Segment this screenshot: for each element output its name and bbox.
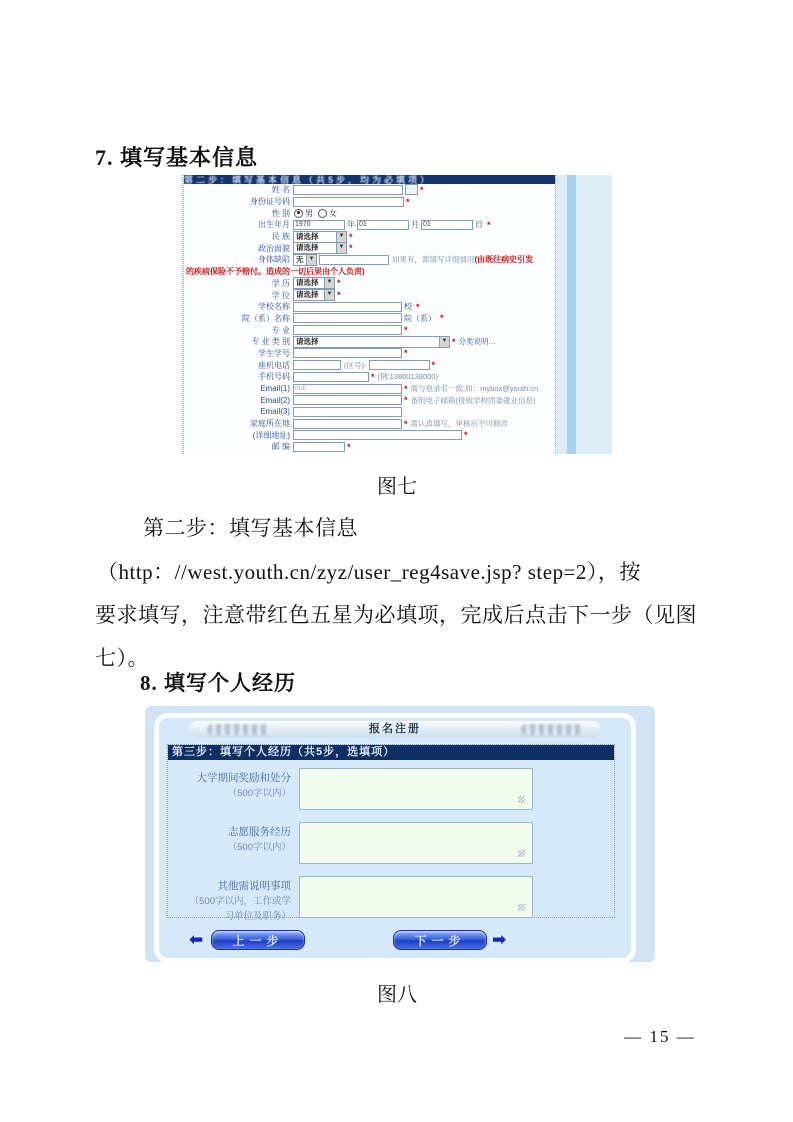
resize-handle-icon[interactable]: [518, 850, 525, 857]
name-label: 姓 名: [271, 185, 290, 195]
form-row: [184, 441, 555, 453]
required-star: *: [371, 371, 375, 382]
email1-hint: 需与登录名一致,如：mybox@youth.cn: [410, 384, 539, 394]
email3-label: Email(3): [260, 407, 290, 417]
required-star: *: [440, 313, 444, 324]
page-number: — 15 —: [624, 1027, 696, 1046]
defect-label: 身体缺陷: [258, 255, 290, 265]
dept-input[interactable]: [293, 313, 402, 323]
resize-handle-icon[interactable]: [518, 904, 525, 911]
day-unit: 日: [475, 220, 483, 230]
required-star: *: [349, 231, 353, 242]
gender-male-radio[interactable]: [294, 209, 303, 218]
degree-select-value: 请选择: [296, 290, 319, 300]
zip-input[interactable]: [293, 442, 345, 452]
major-cat-select[interactable]: [293, 336, 450, 348]
landline-area-input[interactable]: [293, 360, 341, 370]
registration-tab-title: 报名注册: [369, 723, 421, 735]
required-star: *: [347, 441, 351, 452]
form-row: [184, 371, 555, 383]
form-row: [184, 336, 555, 348]
email2-label: Email(2): [260, 395, 290, 405]
id-number-label: 身份证号码: [250, 197, 290, 207]
awards-label-line1: 大学期间奖励和处分: [196, 772, 291, 784]
home-label: 家庭所在地: [250, 419, 290, 429]
form-row: [184, 196, 555, 208]
name-input[interactable]: [293, 185, 403, 195]
email2-hint: 备用电子邮箱(接收学校团委就业信息): [410, 395, 536, 405]
school-label: 学校名称: [258, 302, 290, 312]
major-cat-select-value: 请选择: [296, 336, 319, 346]
other-label-line1: 其他需说明事项: [217, 880, 291, 892]
screenshot-experience-form: [145, 706, 655, 962]
chevron-down-icon[interactable]: ▼: [324, 290, 334, 300]
required-star: *: [404, 395, 408, 406]
form-row: [184, 359, 555, 371]
required-star: *: [404, 418, 408, 429]
year-unit: 年: [347, 220, 355, 230]
volunteer-label-line1: 志愿服务经历: [228, 826, 291, 838]
form-row: [184, 242, 555, 254]
chevron-down-icon[interactable]: ▼: [336, 243, 346, 253]
form-row: [184, 289, 555, 301]
other-textarea[interactable]: [299, 876, 533, 918]
political-label: 政治面貌: [258, 243, 290, 253]
degree-select[interactable]: [293, 289, 335, 301]
email3-input[interactable]: [293, 407, 402, 417]
addr-label: (详细地址): [252, 430, 290, 440]
form-step-header-text: 第二步：填写基本信息（共5步，均为必填项）: [184, 175, 433, 184]
volunteer-textarea[interactable]: [299, 822, 533, 864]
left-arrow-icon: ⬅: [189, 930, 204, 949]
gender-female-radio[interactable]: [318, 209, 327, 218]
form-row: [184, 219, 555, 231]
form-row: [184, 254, 555, 266]
birth-month-input[interactable]: [357, 220, 409, 230]
form-row: [184, 231, 555, 243]
defect-warning-part2: 的疾病保险不予赔付。造成的一切后果由个人负责): [186, 267, 365, 277]
step3-header-bar: 第三步：填写个人经历（共5步，选填项）: [168, 745, 614, 760]
landline-label: 座机电话: [258, 360, 290, 370]
decorative-stamp-icon: [207, 724, 269, 735]
landline-number-input[interactable]: [369, 360, 430, 370]
birth-day-input[interactable]: [421, 220, 473, 230]
prev-step-button[interactable]: 上一步: [211, 930, 305, 950]
required-star: *: [337, 290, 341, 301]
student-no-label: 学生学号: [258, 348, 290, 358]
major-input[interactable]: [293, 325, 402, 335]
defect-detail-input[interactable]: [319, 255, 389, 265]
ethnic-select[interactable]: [293, 231, 347, 243]
required-star: *: [404, 325, 408, 336]
political-select[interactable]: [293, 242, 347, 254]
decorative-stamp-icon: [521, 724, 583, 735]
scrollbar-thumb[interactable]: [567, 175, 576, 454]
screenshot-basic-info-form: [181, 175, 612, 454]
defect-select[interactable]: [293, 254, 317, 266]
right-arrow-icon: ➡: [492, 930, 507, 949]
chevron-down-icon[interactable]: ▼: [439, 337, 449, 347]
section-heading-8: 8. 填写个人经历: [140, 671, 296, 695]
required-star: *: [420, 184, 424, 195]
defect-select-value: 无: [296, 254, 304, 264]
form-row: [184, 313, 555, 325]
gender-male-option: 男: [305, 208, 313, 218]
chevron-down-icon[interactable]: ▼: [324, 278, 334, 288]
other-label: [131, 879, 291, 924]
landline-mid-text: (区号)-: [344, 360, 367, 370]
month-unit: 月: [411, 220, 419, 230]
form-row: [184, 278, 555, 290]
required-star: *: [349, 243, 353, 254]
gender-female-option: 女: [329, 208, 337, 218]
required-star: *: [452, 336, 456, 347]
volunteer-label-line2: （500字以内）: [227, 842, 291, 853]
awards-textarea[interactable]: [299, 768, 533, 810]
email2-input[interactable]: [293, 395, 402, 405]
paragraph-line: 要求填写，注意带红色五星为必填项，完成后点击下一步（见图: [95, 603, 697, 627]
form-row: [184, 383, 555, 395]
experience-panel: [154, 713, 636, 963]
student-no-input[interactable]: [293, 348, 402, 358]
next-step-button[interactable]: 下一步: [393, 930, 487, 950]
form-row: [184, 394, 555, 406]
chevron-down-icon[interactable]: ▼: [306, 255, 316, 265]
required-star: *: [404, 383, 408, 394]
required-star: *: [416, 301, 420, 312]
paragraph-line-url: （http：//west.youth.cn/zyz/user_reg4save.jsp? step=2），按: [97, 560, 641, 584]
other-label-line2: （500字以内，工作或学: [189, 896, 291, 907]
required-star: *: [337, 278, 341, 289]
required-star: *: [487, 219, 491, 230]
volunteer-label: [131, 825, 291, 855]
id-number-input[interactable]: [293, 197, 404, 207]
form-row: [184, 324, 555, 336]
political-select-value: 请选择: [296, 243, 319, 253]
ethnic-select-value: 请选择: [296, 231, 319, 241]
form-row: [184, 301, 555, 313]
figure7-caption: 图七: [377, 476, 417, 498]
category-help-link[interactable]: 分类说明…: [458, 337, 497, 347]
awards-label-line2: （500字以内）: [227, 788, 291, 799]
edu-select-value: 请选择: [296, 278, 319, 288]
defect-hint: 如果有，需填写详细情况: [392, 255, 475, 265]
form-row: [184, 406, 555, 418]
required-star: *: [404, 348, 408, 359]
chevron-down-icon[interactable]: ▼: [336, 232, 346, 242]
email1-label: Email(1): [260, 384, 290, 394]
mobile-input[interactable]: [293, 372, 369, 382]
mobile-hint: (例:13800138000): [377, 372, 438, 382]
form-row: [184, 348, 555, 360]
other-label-line3: 习单位及职务）: [224, 911, 291, 922]
edu-select[interactable]: [293, 277, 335, 289]
defect-warning-part1: (由既往病史引发: [474, 255, 534, 265]
registration-tab-bar: [189, 721, 601, 738]
home-hint: 需认真填写，审核后不可修改: [410, 419, 509, 429]
mobile-label: 手机号码: [258, 372, 290, 382]
email1-input[interactable]: [293, 384, 402, 394]
zip-label: 邮 编: [271, 442, 290, 452]
required-star: *: [464, 430, 468, 441]
edu-label: 学 历: [271, 278, 290, 288]
school-suffix: 校: [404, 302, 412, 312]
form-row: [184, 266, 555, 278]
degree-label: 学 位: [271, 290, 290, 300]
form-step-header-bar: [184, 175, 555, 184]
paragraph-line: 七）。: [95, 646, 149, 670]
birth-year-input[interactable]: [293, 220, 345, 230]
form-row: [184, 184, 555, 196]
major-cat-label: 专 业 类 别: [251, 337, 290, 347]
form-row: [184, 429, 555, 441]
addr-input[interactable]: [293, 430, 462, 440]
dept-label: 院（系）名称: [242, 313, 290, 323]
awards-label: [131, 771, 291, 801]
ethnic-label: 民 族: [271, 232, 290, 242]
dept-suffix: 院（系）: [404, 313, 436, 323]
section-heading-7: 7. 填写基本信息: [95, 145, 259, 170]
paragraph-line: 第二步：填写基本信息: [143, 516, 358, 540]
resize-handle-icon[interactable]: [518, 796, 525, 803]
school-input[interactable]: [293, 302, 402, 312]
major-label: 专 业: [271, 325, 290, 335]
name-picker-button[interactable]: [405, 184, 418, 195]
form-row: [184, 207, 555, 219]
form-row: [184, 418, 555, 430]
figure8-caption: 图八: [377, 984, 417, 1006]
birth-label: 出生年月: [258, 220, 290, 230]
required-star: *: [431, 360, 436, 371]
home-input[interactable]: [293, 419, 402, 429]
required-star: *: [406, 196, 410, 207]
gender-label: 性 别: [271, 208, 290, 218]
basic-info-form: [183, 175, 556, 454]
